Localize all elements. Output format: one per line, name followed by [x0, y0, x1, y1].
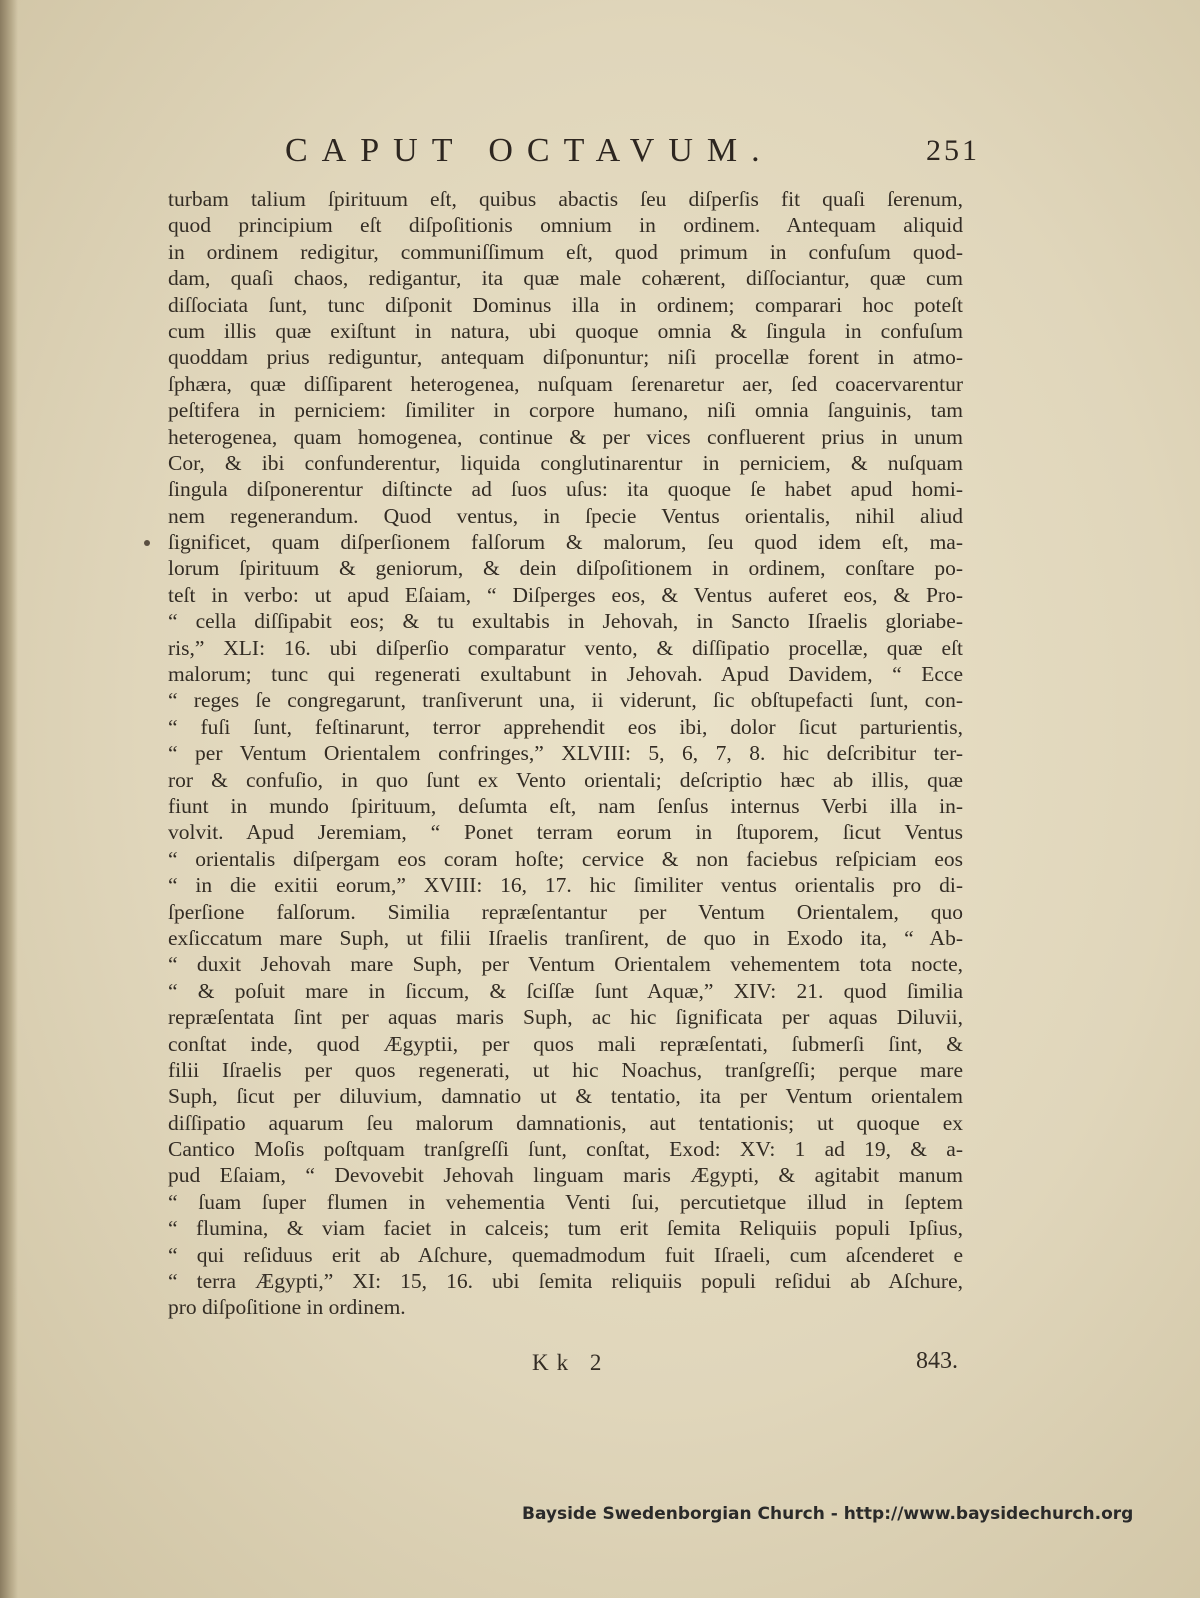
text-line: repræſentata ſint per aquas maris Suph, ac hic ſignificata per aquas Diluvii, — [168, 1005, 963, 1030]
text-line: ſingula diſponerentur diſtincte ad ſuos uſus: ita quoque ſe habet apud homi- — [168, 477, 963, 502]
page-header — [160, 132, 990, 182]
text-line: heterogenea, quam homogenea, continue & per vices confluerent prius in unum — [168, 424, 963, 449]
text-line: exſiccatum mare Suph, ut filii Iſraelis tranſirent, de quo in Exodo ita, “ Ab- — [168, 925, 963, 950]
text-line: in ordinem redigitur, communiſſimum eſt, quod primum in confuſum quod- — [168, 239, 963, 264]
text-line: “ flumina, & viam faciet in calceis; tum erit ſemita Reliquiis populi Ipſius, — [168, 1216, 963, 1241]
text-line: diſſociata ſunt, tunc diſponit Dominus illa in ordinem; comparari hoc poteſt — [168, 292, 963, 317]
text-line: ſphæra, quæ diſſiparent heterogenea, nuſquam ſerenaretur aer, ſed coacervarentur — [168, 371, 963, 396]
text-line: lorum ſpirituum & geniorum, & dein diſpoſitionem in ordinem, conſtare po- — [168, 556, 963, 581]
text-line: ror & confuſio, in quo ſunt ex Vento orientali; deſcriptio hæc ab illis, quæ — [168, 767, 963, 792]
text-line: Cor, & ibi confunderentur, liquida conglutinarentur in perniciem, & nuſquam — [168, 450, 963, 475]
text-line: volvit. Apud Jeremiam, “ Ponet terram eorum in ſtuporem, ſicut Ventus — [168, 820, 963, 845]
text-line: dam, quaſi chaos, redigantur, ita quæ male cohærent, diſſociantur, quæ cum — [168, 266, 963, 291]
text-line: conſtat inde, quod Ægyptii, per quos mali repræſentati, ſubmerſi ſint, & — [168, 1031, 963, 1056]
text-line: turbam talium ſpirituum eſt, quibus abactis ſeu diſperſis fit quaſi ſerenum, — [168, 187, 963, 211]
text-line: malorum; tunc qui regenerati exultabunt in Jehovah. Apud Davidem, “ Ecce — [168, 662, 963, 687]
text-line: peſtifera in perniciem: ſimiliter in corpore humano, niſi omnia ſanguinis, tam — [168, 398, 963, 423]
text-line: ris,” XLI: 16. ubi diſperſio comparatur vento, & diſſipatio procellæ, quæ eſt — [168, 635, 963, 660]
text-line: “ terra Ægypti,” XI: 15, 16. ubi ſemita reliquiis populi reſidui ab Aſchure, — [168, 1269, 963, 1294]
signature-mark: Kk 2 — [532, 1350, 610, 1375]
page-number: 251 — [926, 134, 980, 167]
text-line: “ orientalis diſpergam eos coram hoſte; cervice & non faciebus reſpiciam eos — [168, 846, 963, 871]
text-line: “ ſuam ſuper flumen in vehementia Venti ſui, percutietque illud in ſeptem — [168, 1189, 963, 1214]
source-watermark: Bayside Swedenborgian Church - http://www.baysidechurch.org — [522, 1504, 1134, 1524]
text-line: “ fuſi ſunt, feſtinarunt, terror apprehendit eos ibi, dolor ſicut parturientis, — [168, 714, 963, 739]
text-line: “ reges ſe congregarunt, tranſiverunt una, ii viderunt, ſic obſtupefacti ſunt, con- — [168, 688, 963, 713]
text-line: quod principium eſt diſpoſitionis omnium in ordinem. Antequam aliquid — [168, 213, 963, 238]
running-head: CAPUT OCTAVUM. — [285, 132, 774, 169]
text-line: teſt in verbo: ut apud Eſaiam, “ Diſperges eos, & Ventus auferet eos, & Pro- — [168, 582, 963, 607]
text-line: filii Iſraelis per quos regenerati, ut hic Noachus, tranſgreſſi; perque mare — [168, 1057, 963, 1082]
text-line: Cantico Moſis poſtquam tranſgreſſi ſunt, conſtat, Exod: XV: 1 ad 19, & a- — [168, 1137, 963, 1162]
text-line: “ & poſuit mare in ſiccum, & ſciſſæ ſunt Aquæ,” XIV: 21. quod ſimilia — [168, 978, 963, 1003]
text-line-last: pro diſpoſitione in ordinem. — [168, 1295, 406, 1320]
text-line: “ in die exitii eorum,” XVIII: 16, 17. hic ſimiliter ventus orientalis pro di- — [168, 873, 963, 898]
margin-mark — [144, 540, 150, 546]
text-line: fiunt in mundo ſpirituum, deſumta eſt, nam ſenſus internus Verbi illa in- — [168, 793, 963, 818]
text-line: ſperſione falſorum. Similia repræſentantur per Ventum Orientalem, quo — [168, 899, 963, 924]
text-line: “ duxit Jehovah mare Suph, per Ventum Orientalem vehementem tota nocte, — [168, 952, 963, 977]
text-line: diſſipatio aquarum ſeu malorum damnationis, aut tentationis; ut quoque ex — [168, 1110, 963, 1135]
text-line: Suph, ſicut per diluvium, damnatio ut & tentatio, ita per Ventum orientalem — [168, 1084, 963, 1109]
catchword: 843. — [916, 1348, 958, 1374]
text-line: pud Eſaiam, “ Devovebit Jehovah linguam maris Ægypti, & agitabit manum — [168, 1163, 963, 1188]
text-line: “ per Ventum Orientalem confringes,” XLVIII: 5, 6, 7, 8. hic deſcribitur ter- — [168, 741, 963, 766]
text-line: cum illis quæ exiſtunt in natura, ubi quoque omnia & ſingula in confuſum — [168, 318, 963, 343]
text-line: “ qui reſiduus erit ab Aſchure, quemadmodum fuit Iſraeli, cum aſcenderet e — [168, 1242, 963, 1267]
page-gutter — [0, 0, 18, 1598]
text-line: quoddam prius rediguntur, antequam diſponuntur; niſi procellæ forent in atmo- — [168, 345, 963, 370]
body-text — [168, 186, 963, 1321]
text-line: nem regenerandum. Quod ventus, in ſpecie Ventus orientalis, nihil aliud — [168, 503, 963, 528]
text-line: ſignificet, quam diſperſionem falſorum & malorum, ſeu quod idem eſt, ma- — [168, 530, 963, 555]
text-line: “ cella diſſipabit eos; & tu exultabis in Jehovah, in Sancto Iſraelis gloriabe- — [168, 609, 963, 634]
